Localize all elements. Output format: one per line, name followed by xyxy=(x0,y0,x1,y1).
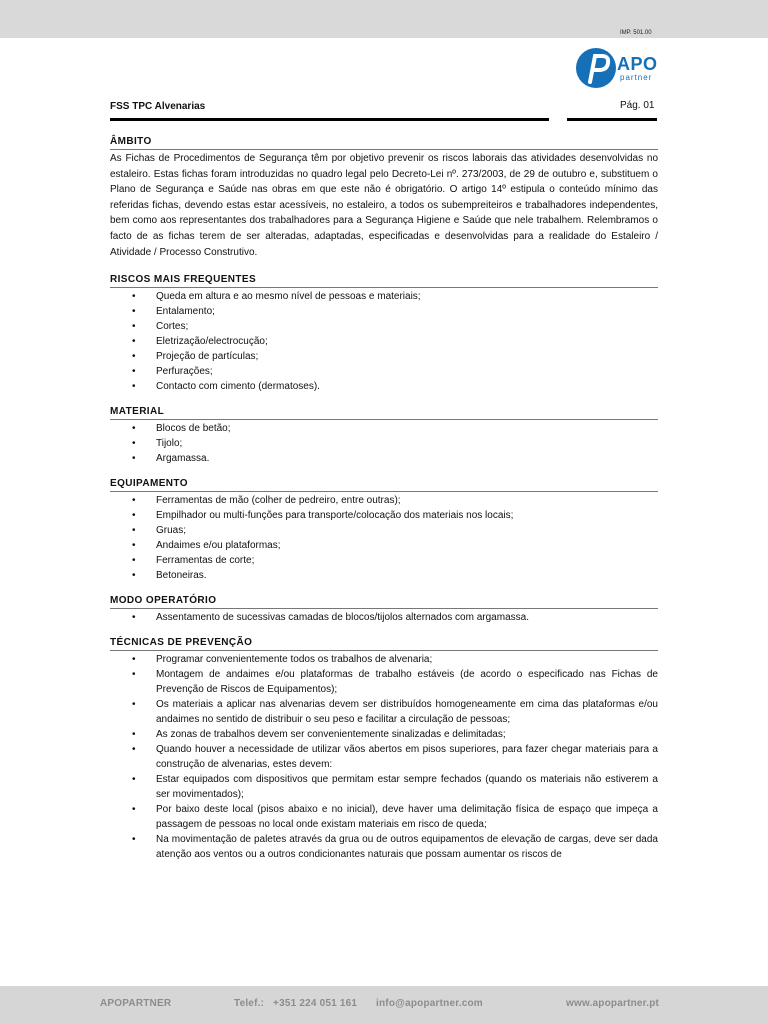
logo-subtext: partner xyxy=(620,73,653,82)
section-title: TÉCNICAS DE PREVENÇÃO xyxy=(110,637,658,651)
list-item: • Eletrização/electrocução; xyxy=(110,334,658,349)
list-item: • Quando houver a necessidade de utilizar vãos abertos em pisos superiores, para fazer chegar materiais para a construção de alvenarias, estes devem: xyxy=(110,742,658,772)
list-item: • Cortes; xyxy=(110,319,658,334)
section-ambito xyxy=(110,136,658,260)
top-bar xyxy=(0,0,768,38)
imp-code: IMP. 501.00 xyxy=(620,30,652,36)
bullet-list xyxy=(110,289,658,394)
page-footer xyxy=(0,986,768,1024)
section-paragraph: As Fichas de Procedimentos de Segurança têm por objetivo prevenir os riscos laborais das atividades desenvolvidas no estaleiro. Estas fichas foram introduzidas no quadro legal pelo Decreto-Lei nº. 273/2003, de 29 de outubro e, substituem o Plano de Segurança e Saúde nas obras em que este não é obrigatório. O artigo 14º estipula o conteúdo mínimo das referidas fichas, devendo estas estar acessíveis, no estaleiro, a todos os subempreiteiros e trabalhadores independentes, bem como aos representantes dos trabalhadores para a Segurança Higiene e Saúde que nele trabalhem. Relembramos o facto de as fichas terem de ser alteradas, adaptadas, especificadas e desenvolvidas para a realidade do Estaleiro / Atividade / Processo Construtivo. xyxy=(110,153,658,258)
list-item: • Montagem de andaimes e/ou plataformas de trabalho estáveis (de acordo o especificado nas Fichas de Prevenção de Riscos de Equipamentos); xyxy=(110,667,658,697)
section-title: EQUIPAMENTO xyxy=(110,478,658,492)
page-number: Pág. 01 xyxy=(620,100,655,111)
document-body xyxy=(110,136,658,862)
section-equipamento xyxy=(110,478,658,583)
list-item: • Assentamento de sucessivas camadas de blocos/tijolos alternados com argamassa. xyxy=(110,610,658,625)
section-material xyxy=(110,406,658,466)
list-item: • Empilhador ou multi-funções para transporte/colocação dos materiais nos locais; xyxy=(110,508,658,523)
footer-website: www.apopartner.pt xyxy=(566,998,660,1009)
header-rule-right xyxy=(567,118,657,121)
list-item: • Ferramentas de corte; xyxy=(110,553,658,568)
list-item: • Andaimes e/ou plataformas; xyxy=(110,538,658,553)
bullet-list xyxy=(110,610,658,625)
list-item: • Argamassa. xyxy=(110,451,658,466)
list-item: • Ferramentas de mão (colher de pedreiro, entre outras); xyxy=(110,493,658,508)
bullet-list xyxy=(110,421,658,466)
list-item: • Queda em altura e ao mesmo nível de pessoas e materiais; xyxy=(110,289,658,304)
section-modo-operatorio xyxy=(110,595,658,625)
list-item: • Perfurações; xyxy=(110,364,658,379)
footer-email: info@apopartner.com xyxy=(376,998,483,1009)
list-item: • Gruas; xyxy=(110,523,658,538)
list-item: • Programar convenientemente todos os trabalhos de alvenaria; xyxy=(110,652,658,667)
document-title: FSS TPC Alvenarias xyxy=(110,101,206,112)
section-title: RISCOS MAIS FREQUENTES xyxy=(110,274,658,288)
list-item: • Blocos de betão; xyxy=(110,421,658,436)
list-item: • Por baixo deste local (pisos abaixo e no inicial), deve haver uma delimitação física de espaço que impeça a passagem de pessoas no local onde existam materiais em risco de queda; xyxy=(110,802,658,832)
list-item: • Os materiais a aplicar nas alvenarias devem ser distribuídos homogeneamente em cima das plataformas e/ou andaimes no sentido de distribuir o seu peso e facilitar a circulação de pessoas; xyxy=(110,697,658,727)
section-title: MATERIAL xyxy=(110,406,658,420)
bullet-list xyxy=(110,652,658,862)
section-tecnicas-prevencao xyxy=(110,637,658,862)
list-item: • Na movimentação de paletes através da grua ou de outros equipamentos de elevação de cargas, deve ser dada atenção aos ventos ou a outros condicionantes naturais que possam aumentar os riscos de xyxy=(110,832,658,862)
logo-text: APO xyxy=(617,54,658,74)
list-item: • Projeção de partículas; xyxy=(110,349,658,364)
section-riscos xyxy=(110,274,658,394)
section-title: MODO OPERATÓRIO xyxy=(110,595,658,609)
footer-company: APOPARTNER xyxy=(100,998,172,1009)
list-item: • Betoneiras. xyxy=(110,568,658,583)
section-title: ÂMBITO xyxy=(110,136,658,150)
list-item: • As zonas de trabalhos devem ser convenientemente sinalizadas e delimitadas; xyxy=(110,727,658,742)
bullet-list xyxy=(110,493,658,583)
footer-phone: Telef.: +351 224 051 161 xyxy=(234,998,358,1009)
header-rule-left xyxy=(110,118,549,121)
list-item: • Estar equipados com dispositivos que permitam estar sempre fechados (quando os materiais não estiverem a ser movimentados); xyxy=(110,772,658,802)
list-item: • Tijolo; xyxy=(110,436,658,451)
list-item: • Entalamento; xyxy=(110,304,658,319)
list-item: • Contacto com cimento (dermatoses). xyxy=(110,379,658,394)
